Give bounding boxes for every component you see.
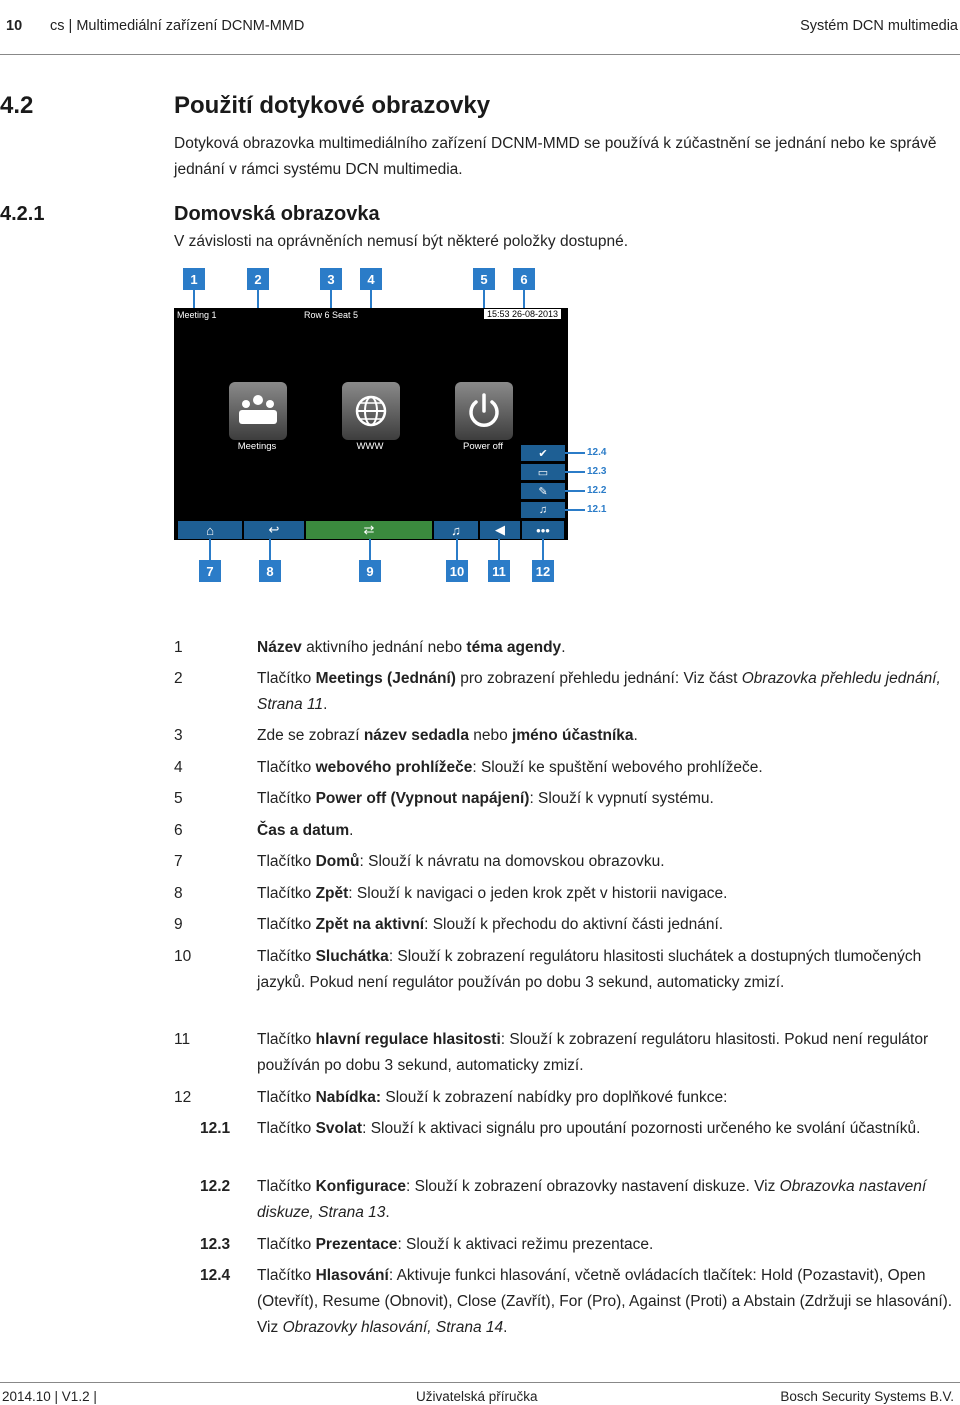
callout-1: 1 [183,268,205,290]
callout-line-3 [330,290,332,308]
legend-text [257,1116,957,1142]
text-run: : Slouží k aktivaci signálu pro upoutání pozornosti určeného ke svolání účastníků. [362,1120,921,1137]
legend-text [257,912,957,938]
text-run: : Slouží ke spuštění webového prohlížeče. [472,759,763,776]
summon-button[interactable] [521,502,565,518]
text-run: Tlačítko [257,790,316,807]
callout-7: 7 [199,560,221,582]
text-run: . [385,1204,390,1221]
clock: 15:53 26-08-2013 [484,309,561,319]
text-run: : Slouží k zobrazení regulátoru hlasitosti sluchátek a dostupných tlumočených jazyků. Pokud není regulátor používán po dobu 3 sekund, automaticky zmizí. [257,948,922,991]
legend-text [257,635,957,661]
legend-number: 7 [174,853,183,870]
text-run: : Slouží k vypnutí systému. [529,790,714,807]
legend-number: 5 [174,790,183,807]
meetings-tile[interactable] [229,382,287,440]
bold-term: Čas a datum [257,822,350,839]
text-run: : Slouží k zobrazení obrazovky nastavení diskuze. Viz [406,1178,780,1195]
text-run: : Slouží k aktivaci režimu prezentace. [397,1236,654,1253]
text-run: nebo [468,727,513,744]
callout-line-12-1 [565,509,585,511]
power-off-label: Power off [463,441,503,452]
bold-term: Název [257,639,302,656]
section-intro: Dotyková obrazovka multimediálního zařízení DCNM-MMD se používá k zúčastnění se jednání nebo ke správě jednání v rámci systému DCN multimedia. [174,135,937,178]
callout-line-12-4 [565,452,585,454]
cross-reference: Obrazovka přehledu jednání, Strana 11 [257,670,941,713]
wrench-icon: ✎ [538,485,548,498]
section-title: Použití dotykové obrazovky [174,92,491,119]
bold-term: Zpět na aktivní [315,916,425,933]
callout-6: 6 [513,268,535,290]
check-icon: ✔ [538,447,548,460]
bold-term: hlavní regulace hlasitosti [315,1031,501,1048]
back-to-active-button[interactable] [306,521,432,539]
text-run: Tlačítko [257,853,316,870]
legend-number: 9 [174,916,183,933]
bell-icon: ♫ [538,504,548,516]
bold-term: Hlasování [315,1267,389,1284]
footer-manual: Uživatelská příručka [416,1389,538,1404]
back-button[interactable] [244,521,304,539]
text-run: Tlačítko [257,670,316,687]
header-divider [0,54,960,55]
callout-line-12-2 [565,490,585,492]
cross-reference: Obrazovka nastavení diskuze, Strana 13 [257,1178,927,1221]
active-meeting-name: Meeting 1 [177,310,217,320]
bold-term: téma agendy [466,639,562,656]
volume-button[interactable] [480,521,520,539]
text-run: aktivního jednání nebo [301,639,467,656]
meetings-label: Meetings [237,441,277,452]
section-number: 4.2 [0,92,34,119]
legend-text [257,1174,957,1226]
subsection-number: 4.2.1 [0,203,45,225]
cross-reference: Obrazovky hlasování, Strana 14 [282,1319,504,1336]
legend-text [257,881,957,907]
legend-number: 12 [174,1089,192,1106]
callout-line-1 [193,290,195,308]
power-icon [455,382,513,440]
footer-company: Bosch Security Systems B.V. [780,1389,954,1404]
callout-5: 5 [473,268,495,290]
legend-text [257,666,957,718]
bold-term: Svolat [315,1120,363,1137]
home-icon: ⌂ [206,522,214,538]
callout-line-10 [456,539,458,561]
legend-text [257,723,957,749]
callout-3: 3 [320,268,342,290]
presentation-button[interactable] [521,464,565,480]
callout-10: 10 [446,560,468,582]
text-run: : Slouží k přechodu do aktivní části jednání. [424,916,724,933]
callout-line-12 [542,539,544,561]
menu-button[interactable] [522,521,564,539]
speaker-icon: ◀ [495,522,505,537]
legend-number: 1 [174,639,183,656]
meetings-icon [229,382,287,440]
text-run: Tlačítko [257,1178,316,1195]
bold-term: Domů [315,853,360,870]
text-run: Tlačítko [257,1120,316,1137]
text-run: : Slouží k návratu na domovskou obrazovku. [359,853,665,870]
legend-text [257,1027,957,1079]
more-icon: ••• [536,522,550,538]
callout-12: 12 [532,560,554,582]
callout-12-3: 12.3 [587,466,607,477]
text-run: : Slouží k navigaci o jeden krok zpět v historii navigace. [348,885,728,902]
screen-topbar [174,308,568,322]
legend-number: 2 [174,670,183,687]
legend-text [257,818,957,844]
legend-number: 12.2 [200,1178,231,1195]
bold-term: Konfigurace [315,1178,407,1195]
bold-term: webového prohlížeče [315,759,473,776]
back-to-active-icon: ⇄ [363,522,375,537]
text-run: Tlačítko [257,1089,316,1106]
legend-number: 3 [174,727,183,744]
footer-divider [0,1382,960,1383]
back-icon: ↩ [268,522,280,537]
page-number: 10 [6,18,23,34]
presentation-icon: ▭ [537,466,549,479]
legend-number: 12.3 [200,1236,231,1253]
callout-8: 8 [259,560,281,582]
voting-button[interactable] [521,445,565,461]
system-name: Systém DCN multimedia [800,18,958,34]
legend-text [257,786,957,812]
bold-term: Zpět [315,885,349,902]
text-run: Slouží k zobrazení nabídky pro doplňkové funkce: [381,1089,728,1106]
callout-12-1: 12.1 [587,504,607,515]
callout-line-8 [269,539,271,561]
www-label: WWW [356,441,384,452]
headphones-button[interactable] [434,521,478,539]
text-run: . [633,727,638,744]
legend-text [257,849,957,875]
legend-text [257,1232,957,1258]
legend-text [257,944,957,996]
text-run: Zde se zobrazí [257,727,364,744]
callout-12-4: 12.4 [587,447,607,458]
document-title: cs | Multimediální zařízení DCNM-MMD [50,18,305,34]
footer-version: 2014.10 | V1.2 | [2,1389,97,1404]
text-run: . [349,822,354,839]
text-run: Tlačítko [257,1236,316,1253]
bold-term: Meetings (Jednání) [315,670,456,687]
seat-name: Row 6 Seat 5 [304,310,359,320]
text-run: Tlačítko [257,759,316,776]
legend-number: 12.1 [200,1120,231,1137]
text-run: Tlačítko [257,1267,316,1284]
legend-number: 8 [174,885,183,902]
bold-term: Nabídka: [315,1089,382,1106]
bold-term: jméno účastníka [512,727,634,744]
callout-9: 9 [359,560,381,582]
callout-2: 2 [247,268,269,290]
legend-text [257,755,957,781]
callout-line-6 [523,290,525,308]
bold-term: Sluchátka [315,948,389,965]
legend-number: 11 [174,1031,191,1048]
legend-number: 4 [174,759,183,776]
headphones-icon: ♫ [451,522,461,538]
text-run: . [323,696,328,713]
globe-icon [342,382,400,440]
text-run: . [503,1319,508,1336]
www-tile[interactable] [342,382,400,440]
home-button[interactable] [178,521,242,539]
callout-line-11 [498,539,500,561]
text-run: : Slouží k zobrazení regulátoru hlasitosti. Pokud není regulátor používán po dobu 3 sekund, automaticky zmizí. [257,1031,929,1074]
legend-number: 12.4 [200,1267,231,1284]
text-run: Tlačítko [257,948,316,965]
text-run: Tlačítko [257,885,316,902]
text-run: pro zobrazení přehledu jednání: Viz část [455,670,742,687]
bold-term: Power off (Vypnout napájení) [315,790,530,807]
subsection-note: V závislosti na oprávněních nemusí být některé položky dostupné. [174,233,629,250]
callout-12-2: 12.2 [587,485,607,496]
bold-term: název sedadla [363,727,469,744]
power-off-tile[interactable] [455,382,513,440]
callout-line-9 [369,539,371,561]
callout-line-12-3 [565,471,585,473]
legend-number: 10 [174,948,192,965]
callout-11: 11 [488,560,510,582]
legend-text [257,1085,957,1111]
text-run: : Aktivuje funkci hlasování, včetně ovládacích tlačítek: Hold (Pozastavit), Open (Otevřít), Resume (Obnovit), Close (Zavřít), For (Pro), Against (Proti) a Abstain (Zdržuji se hlasování). Viz [257,1267,953,1336]
text-run: . [561,639,566,656]
legend-text [257,1263,957,1341]
text-run: Tlačítko [257,916,316,933]
callout-line-7 [209,539,211,561]
text-run: Tlačítko [257,1031,316,1048]
bold-term: Prezentace [315,1236,398,1253]
configuration-button[interactable] [521,483,565,499]
legend-number: 6 [174,822,183,839]
subsection-title: Domovská obrazovka [174,203,380,225]
callout-4: 4 [360,268,382,290]
